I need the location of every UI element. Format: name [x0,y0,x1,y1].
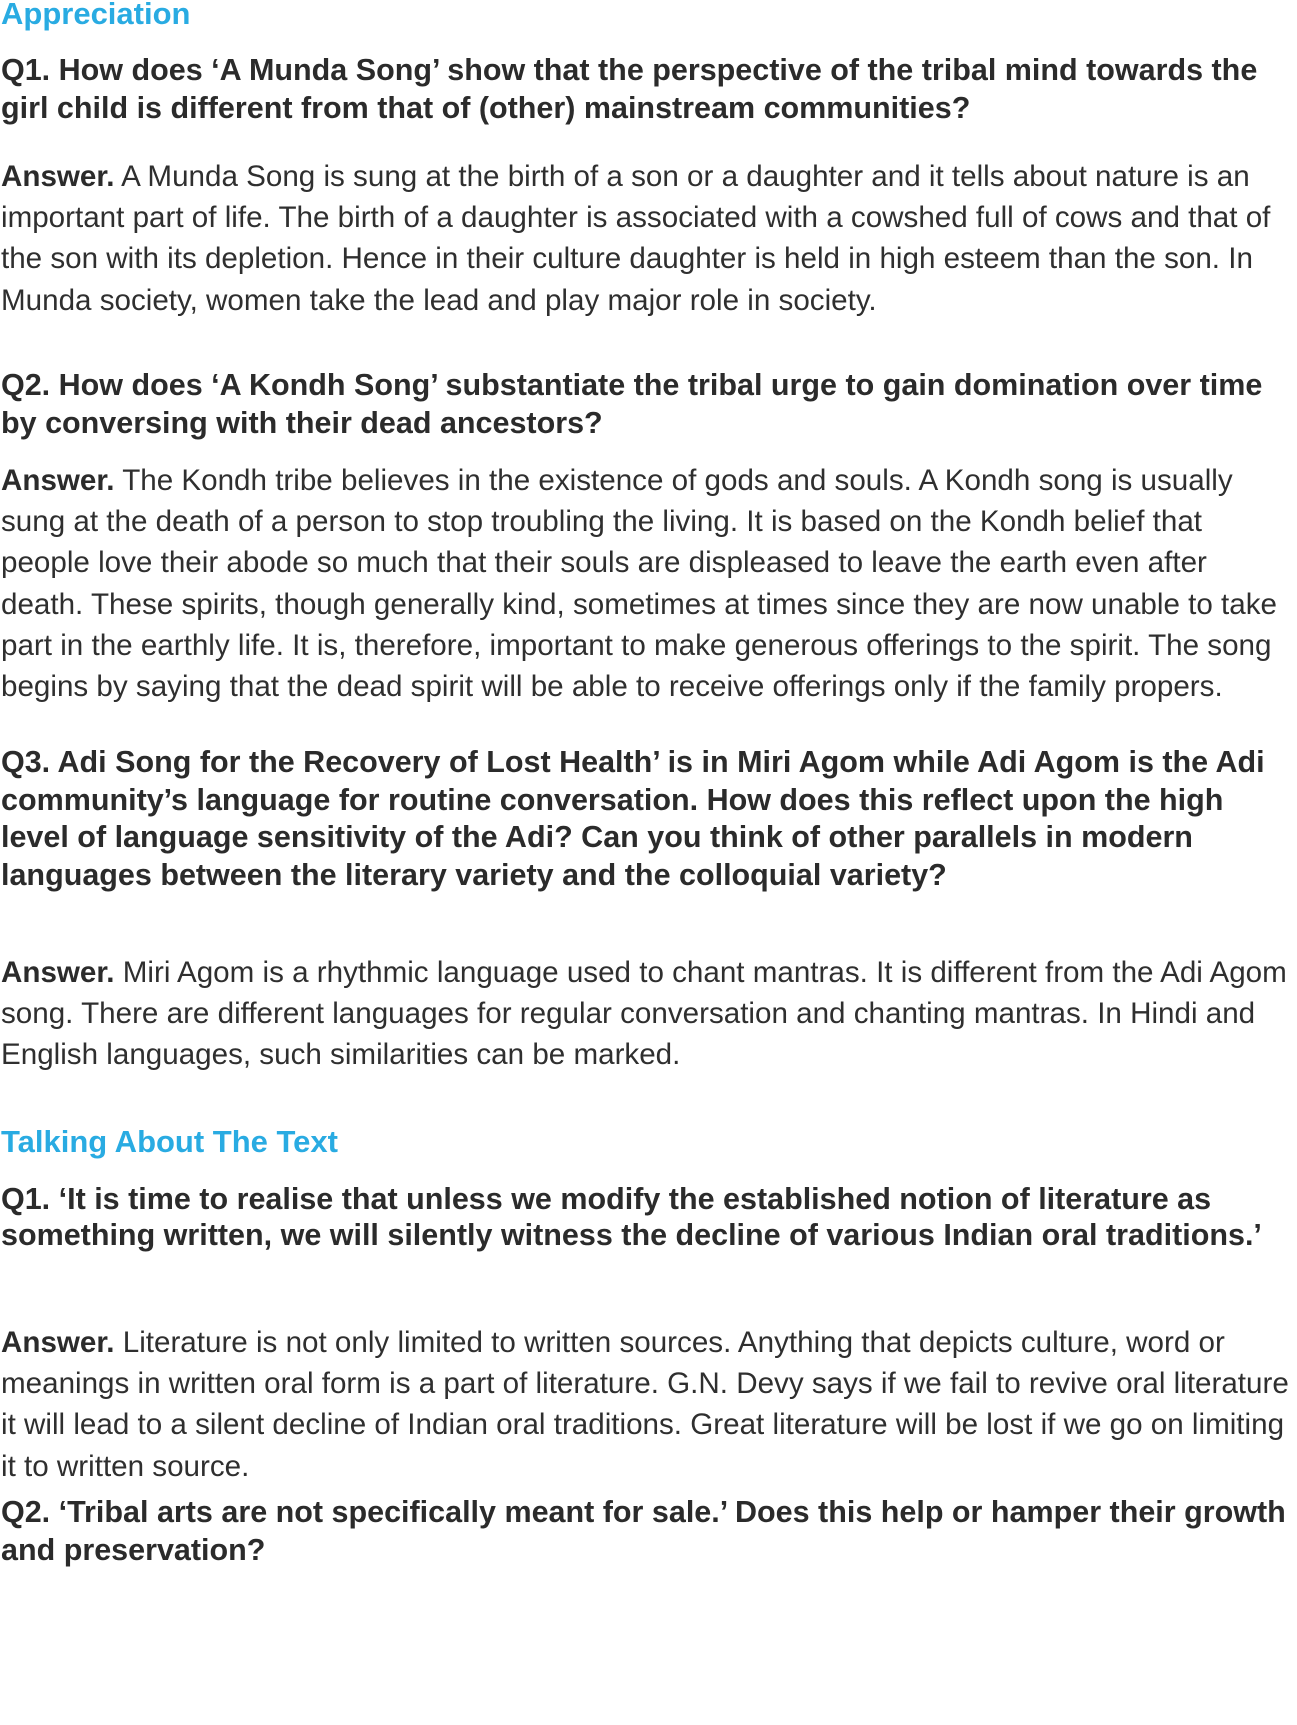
answer-label: Answer. [1,464,115,497]
answer-text: Miri Agom is a rhythmic language used to chant mantras. It is different from the Adi Agom song. There are different languages for regular conversation and chanting mantras. In Hindi and English languages, such similarities can be marked. [1,956,1287,1072]
question-appreciation-q1: Q1. How does ‘A Munda Song’ show that the perspective of the tribal mind towards the girl child is different from that of (other) mainstream communities? [1,53,1258,125]
question-appreciation-q3: Q3. Adi Song for the Recovery of Lost Health’ is in Miri Agom while Adi Agom is the Adi community’s language for routine conversation. How does this reflect upon the high level of language sensitivity of the Adi? Can you think of other parallels in modern languages between the literary variety and the colloquial variety? [1,745,1265,892]
section-heading-appreciation: Appreciation [1,0,191,31]
section-heading-talking-about-the-text: Talking About The Text [1,1124,338,1159]
answer-text: The Kondh tribe believes in the existence of gods and souls. A Kondh song is usually sung at the death of a person to stop troubling the living. It is based on the Kondh belief that people love their abode so much that their souls are displeased to leave the earth even after death. These spirits, though generally kind, sometimes at times since they are now unable to take part in the earthly life. It is, therefore, important to make generous offerings to the spirit. The song begins by saying that the dead spirit will be able to receive offerings only if the family propers. [1,464,1277,704]
answer-appreciation-q1 [1,156,1297,321]
answer-label: Answer. [1,1326,115,1359]
answer-label: Answer. [1,956,115,989]
answer-text: A Munda Song is sung at the birth of a son or a daughter and it tells about nature is an important part of life. The birth of a daughter is associated with a cowshed full of cows and that of the son with its depletion. Hence in their culture daughter is held in high esteem than the son. In Munda society, women take the lead and play major role in society. [1,160,1271,317]
answer-text: Literature is not only limited to written sources. Anything that depicts culture, word or meanings in written oral form is a part of literature. G.N. Devy says if we fail to revive oral literature it will lead to a silent decline of Indian oral traditions. Great literature will be lost if we go on limiting it to written source. [1,1326,1289,1483]
answer-label: Answer. [1,160,115,193]
question-talking-q2: Q2. ‘Tribal arts are not specifically meant for sale.’ Does this help or hamper their growth and preservation? [1,1495,1286,1567]
answer-appreciation-q2 [1,460,1297,707]
answer-talking-q1 [1,1322,1297,1487]
question-appreciation-q2: Q2. How does ‘A Kondh Song’ substantiate the tribal urge to gain domination over time by conversing with their dead ancestors? [1,368,1263,440]
answer-appreciation-q3 [1,952,1297,1076]
question-talking-q1: Q1. ‘It is time to realise that unless we modify the established notion of literature as something written, we will silently witness the decline of various Indian oral traditions.’ [1,1182,1262,1252]
